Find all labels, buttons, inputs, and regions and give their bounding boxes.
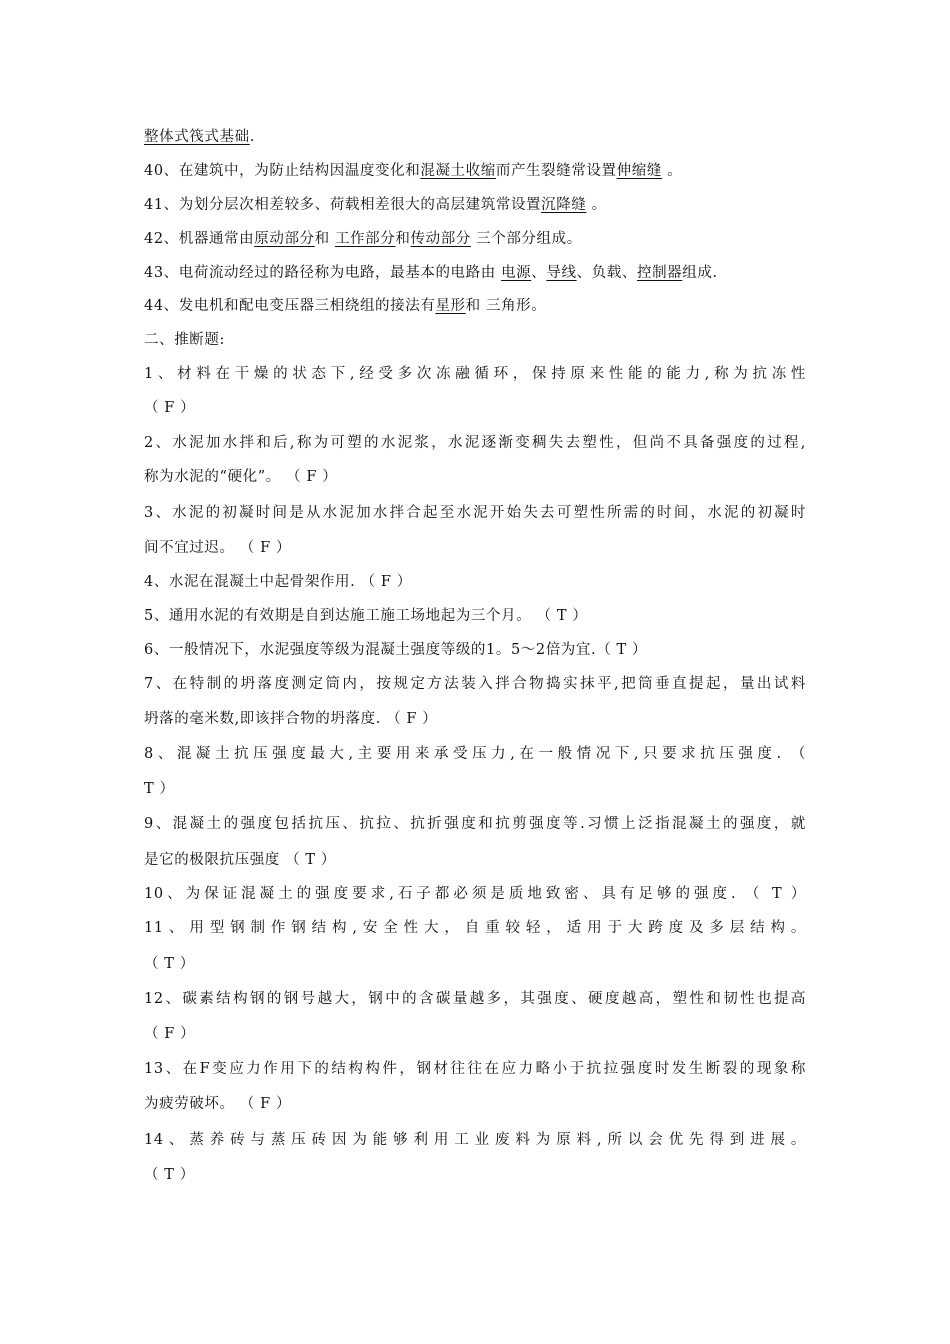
judge-line: 为疲劳破坏。 （ F ） [144, 1096, 292, 1112]
underlined-answer: 混凝土收缩 [420, 163, 496, 179]
fill-line-40: 40、在建筑中，为防止结构因温度变化和混凝土收缩而产生裂缝常设置伸缩缝 。 [144, 163, 683, 179]
underlined-answer: 整体式筏式基础 [144, 129, 250, 145]
fill-line-41: 41、为划分层次相差较多、荷载相差很大的高层建筑常设置沉降缝 。 [144, 197, 607, 213]
section-title: 二、推断题: [144, 332, 225, 348]
judge-line: 3、水泥的初凝时间是从水泥加水拌合起至水泥开始失去可塑性所需的时间，水泥的初凝时 [144, 505, 806, 521]
underlined-answer: 电源 [501, 265, 532, 281]
judge-line: 12、碳素结构钢的钢号越大，钢中的含碳量越多，其强度、硬度越高，塑性和韧性也提高 [144, 991, 806, 1007]
judge-line: 6、一般情况下，水泥强度等级为混凝土强度等级的1。5～2倍为宜.（ T ） [144, 642, 648, 658]
judge-line: （ F ） [144, 1026, 196, 1042]
judge-line: 7、在特制的坍落度测定筒内，按规定方法装入拌合物捣实抹平,把筒垂直提起，量出试料 [144, 676, 806, 692]
judge-line: T ） [144, 781, 175, 797]
judge-line: 8、混凝土抗压强度最大,主要用来承受压力,在一般情况下,只要求抗压强度. （ [144, 746, 806, 762]
judge-line: （ F ） [144, 400, 196, 416]
judge-line: 9、混凝土的强度包括抗压、抗拉、抗折强度和抗剪强度等.习惯上泛指混凝土的强度，就 [144, 816, 806, 832]
fill-line-0: 整体式筏式基础. [144, 129, 255, 145]
underlined-answer: 伸缩缝 [616, 163, 662, 179]
fill-line-43: 43、电荷流动经过的路径称为电路，最基本的电路由 电源、导线、负载、控制器组成. [144, 265, 718, 281]
judge-line: 13、在F变应力作用下的结构构件，钢材往往在应力略小于抗拉强度时发生断裂的现象称 [144, 1061, 806, 1077]
judge-line: 称为水泥的“硬化”。 （ F ） [144, 469, 338, 485]
judge-line: 坍落的毫米数,即该拌合物的坍落度. （ F ） [144, 711, 438, 727]
underlined-answer: 导线 [546, 265, 577, 281]
underlined-answer: 星形 [435, 298, 466, 314]
judge-line: 是它的极限抗压强度 （ T ） [144, 852, 336, 868]
judge-line: 10、为保证混凝土的强度要求,石子都必须是质地致密、具有足够的强度. （ T ） [144, 886, 806, 902]
judge-line: 间不宜过迟。 （ F ） [144, 540, 292, 556]
judge-line: 14、蒸养砖与蒸压砖因为能够利用工业废料为原料,所以会优先得到进展。 [144, 1132, 806, 1148]
underlined-answer: 原动部分 [254, 231, 315, 247]
underlined-answer: 沉降缝 [541, 197, 587, 213]
underlined-answer: 传动部分 [410, 231, 471, 247]
fill-line-44: 44、发电机和配电变压器三相绕组的接法有星形和 三角形。 [144, 298, 547, 314]
judge-line: 11、用型钢制作钢结构,安全性大，自重较轻，适用于大跨度及多层结构。 [144, 920, 806, 936]
judge-line: 5、通用水泥的有效期是自到达施工施工场地起为三个月。 （ T ） [144, 608, 588, 624]
judge-line: 1、材料在干燥的状态下,经受多次冻融循环，保持原来性能的能力,称为抗冻性 [144, 366, 806, 382]
underlined-answer: 工作部分 [334, 231, 396, 247]
judge-line: （ T ） [144, 1167, 195, 1183]
judge-line: 2、水泥加水拌和后,称为可塑的水泥浆，水泥逐渐变稠失去塑性，但尚不具备强度的过程, [144, 435, 806, 451]
fill-line-42: 42、机器通常由原动部分和 工作部分和传动部分 三个部分组成。 [144, 231, 582, 247]
judge-line: （ T ） [144, 956, 195, 972]
judge-line: 4、水泥在混凝土中起骨架作用. （ F ） [144, 574, 412, 590]
underlined-answer: 控制器 [636, 265, 683, 281]
